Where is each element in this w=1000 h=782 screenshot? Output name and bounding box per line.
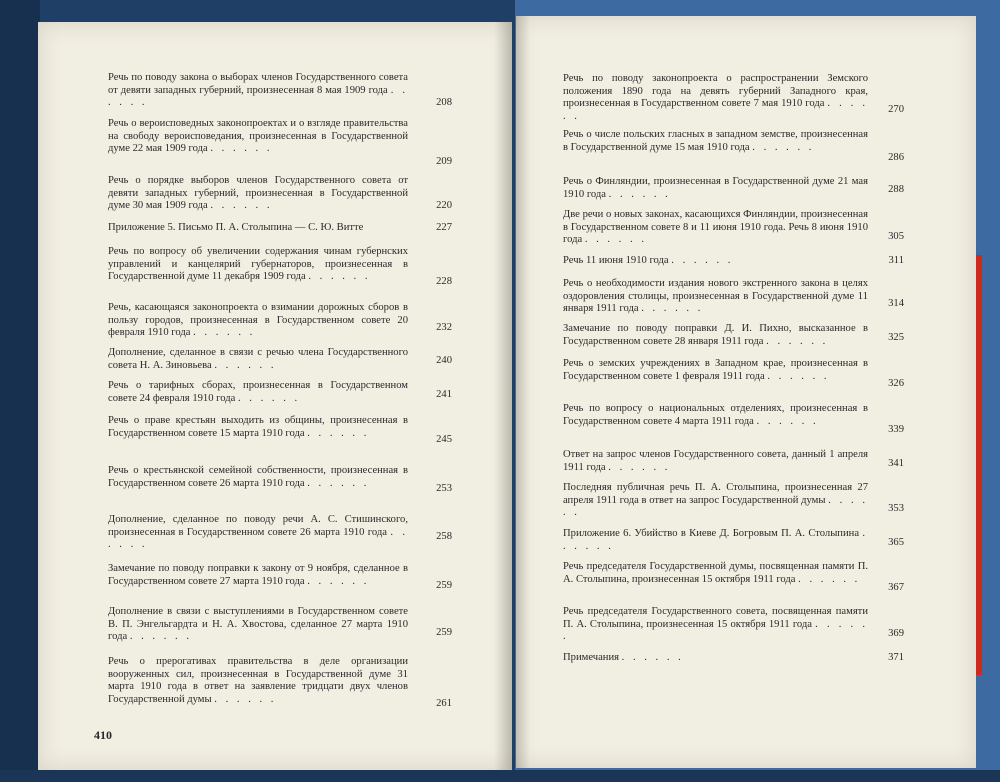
toc-page-number: 240 [436,355,452,366]
leader-dots: . . . . . . [766,335,829,347]
page-gutter-shadow [494,22,512,770]
toc-entry-title: Замечание по поводу поправки к закону от 9 ноября, сделанное в Государственном совете 27 марта 1910 года [108,563,408,587]
toc-entry [563,323,868,348]
toc-entry [108,656,408,706]
toc-entry [563,482,868,520]
toc-page-number: 365 [888,537,904,548]
toc-entry [563,129,868,154]
toc-page-number: 353 [888,503,904,514]
page-gutter-shadow [516,16,530,768]
toc-entry-title: Речь по вопросу о национальных отделениях, произнесенная в Государственном совете 4 марта 1911 года [563,403,868,427]
leader-dots: . . . . . . [108,84,409,109]
leader-dots: . . . . . . [563,528,868,552]
toc-page-number: 371 [888,652,904,663]
leader-dots: . . . . . . [608,188,671,200]
toc-entry [108,72,408,110]
toc-page-number: 227 [436,222,452,233]
toc-entry-title: Речь по вопросу об увеличении содержания чинам губернских управлений и канцелярий губернаторов, произнесенная в Государственной думе 11 декабря 1909 года [108,246,408,283]
toc-page-number: 341 [888,458,904,469]
leader-dots: . . . . . . [752,141,815,153]
toc-page-number: 209 [436,156,452,167]
toc-entry [108,380,408,405]
toc-page-number: 367 [888,582,904,593]
leader-dots: . . . . . . [210,200,273,212]
leader-dots: . . . . . . [307,477,370,489]
toc-entry [108,606,408,644]
toc-page-number: 208 [436,97,452,108]
toc-entry-title: Приложение 5. Письмо П. А. Столыпина — С. Ю. Витте [108,222,364,233]
toc-entry [563,449,868,474]
toc-entry-title: Речь о земских учреждениях в Западном крае, произнесенная в Государственном совете 1 февраля 1911 года [563,358,868,382]
leader-dots: . . . . . . [767,370,830,382]
leader-dots: . . . . . . [238,392,301,404]
toc-page-number: 314 [888,298,904,309]
toc-entry-title: Речь о прерогативах правительства в деле организации вооруженных сил, произнесенная в Государственной думе 31 марта 1910 года в ответ на заявление тридцати двух членов Государственной думы [108,656,408,705]
toc-entry [563,358,868,383]
toc-entry [563,403,868,428]
toc-entry [563,528,868,553]
toc-entry-title: Дополнение, сделанное по поводу речи А. С. Стишинского, произнесенная в Государственном совете 26 марта 1910 года [108,514,408,538]
toc-entry-title: Речь о Финляндии, произнесенная в Государственной думе 21 мая 1910 года [563,176,868,200]
toc-page-number: 220 [436,200,452,211]
toc-page-number: 288 [888,184,904,195]
toc-entry-title: Речь председателя Государственного совета, посвященная памяти П. А. Столыпина, произнесенная 15 октября 1911 года [563,606,868,630]
toc-entry [563,606,868,644]
toc-entry-title: Речь о порядке выборов членов Государственного совета от девяти западных губерний, произнесенная в Государственной думе 30 мая 1909 года [108,175,408,212]
toc-page-number: 228 [436,276,452,287]
leader-dots: . . . . . . [756,415,819,427]
toc-page-number: 245 [436,434,452,445]
toc-entry-title: Две речи о новых законах, касающихся Финляндии, произнесенная в Государственном совете 8 и 11 июня 1910 года. Речь 8 июня 1910 года [563,209,868,246]
leader-dots: . . . . . . [193,327,256,339]
toc-entry [108,222,408,235]
leader-dots: . . . . . . [214,359,277,371]
toc-entry [108,118,408,156]
toc-entry [108,246,408,284]
toc-entry [563,255,868,268]
toc-page-number: 326 [888,378,904,389]
toc-entry [108,415,408,440]
leader-dots: . . . . . . [621,652,684,663]
leader-dots: . . . . . . [129,631,192,643]
toc-entry-title: Приложение 6. Убийство в Киеве Д. Богровым П. А. Столыпина [563,528,860,539]
leader-dots: . . . . . . [798,573,861,585]
toc-page-number: 325 [888,332,904,343]
right-page [516,16,976,768]
toc-entry-title: Речь о крестьянской семейной собственности, произнесенная в Государственном совете 26 марта 1910 года [108,465,408,489]
toc-entry-title: Речь, касающаяся законопроекта о взимании дорожных сборов в пользу городов, произнесенная в Государственном совете 20 февраля 1910 года [108,302,408,339]
leader-dots: . . . . . . [563,618,868,643]
toc-entry-title: Последняя публичная речь П. А. Столыпина, произнесенная 27 апреля 1911 года в ответ на запрос Государственной думы [563,482,868,506]
leader-dots: . . . . . . [307,575,370,587]
leader-dots: . . . . . . [641,303,704,315]
toc-page-number: 311 [888,255,904,266]
toc-entry [108,302,408,340]
toc-entry-title: Речь о тарифных сборах, произнесенная в Государственном совете 24 февраля 1910 года [108,380,408,404]
leader-dots: . . . . . . [608,461,671,473]
toc-page-number: 259 [436,580,452,591]
toc-entry [563,176,868,201]
toc-entry [108,465,408,490]
toc-page-number: 259 [436,627,452,638]
toc-entry [563,73,868,123]
page-folio: 410 [94,728,112,742]
toc-entry [563,561,868,586]
toc-page-number: 241 [436,389,452,400]
toc-entry [108,175,408,213]
leader-dots: . . . . . . [214,693,277,705]
leader-dots: . . . . . . [108,526,408,551]
toc-page-number: 369 [888,628,904,639]
left-page [38,22,512,770]
toc-entry-title: Речь по поводу законопроекта о распространении Земского положения 1890 года на девять губерний Западного края, произнесенная в Государственном совете 7 мая 1910 года [563,73,868,110]
toc-page-number: 232 [436,322,452,333]
toc-entry [563,652,868,665]
toc-entry [108,347,408,372]
leader-dots: . . . . . . [210,143,273,155]
toc-entry-title: Речь о числе польских гласных в западном земстве, произнесенная в Государственной думе 15 мая 1910 года [563,129,868,153]
toc-page-number: 253 [436,483,452,494]
toc-entry-title: Дополнение, сделанное в связи с речью члена Государственного совета Н. А. Зиновьева [108,347,408,371]
toc-page-number: 261 [436,698,452,709]
toc-entry-title: Примечания [563,652,619,663]
toc-entry [108,563,408,588]
toc-page-number: 258 [436,531,452,542]
toc-page-number: 305 [888,231,904,242]
toc-entry-title: Ответ на запрос членов Государственного совета, данный 1 апреля 1911 года [563,449,868,473]
toc-page-number: 339 [888,424,904,435]
book-cover-bottom [0,770,1000,782]
toc-page-number: 270 [888,104,904,115]
leader-dots: . . . . . . [563,98,868,122]
leader-dots: . . . . . . [671,255,734,266]
toc-page-number: 286 [888,152,904,163]
toc-entry-title: Речь по поводу закона о выборах членов Государственного совета от девяти западных губерний, произнесенная 8 мая 1909 года [108,72,408,96]
toc-entry-title: Речь 11 июня 1910 года [563,255,669,266]
toc-entry-title: Речь о праве крестьян выходить из общины, произнесенная в Государственном совете 15 марта 1910 года [108,415,408,439]
leader-dots: . . . . . . [308,271,371,283]
toc-entry-title: Замечание по поводу поправки Д. И. Пихно, высказанное в Государственном совете 28 января 1911 года [563,323,868,347]
toc-entry-title: Речь о необходимости издания нового экстренного закона в целях оздоровления столицы, произнесенная в Государственной думе 11 января 1911 года [563,278,868,315]
leader-dots: . . . . . . [563,494,868,519]
leader-dots: . . . . . . [584,234,647,246]
book-cover-left [0,0,40,782]
leader-dots: . . . . . . [307,427,370,439]
toc-entry [108,514,408,552]
toc-entry [563,278,868,316]
toc-entry-title: Речь председателя Государственной думы, посвященная памяти П. А. Столыпина, произнесенная 15 октября 1911 года [563,561,868,585]
toc-entry-title: Речь о вероисповедных законопроектах и о взгляде правительства на свободу вероисповедания, произнесенная в Государственной думе 22 мая 1909 года [108,118,408,155]
toc-entry-title: Дополнение в связи с выступлениями в Государственном совете В. П. Энгельгардта и Н. А. Хвостова, сделанное 27 марта 1910 года [108,606,408,643]
toc-entry [563,209,868,247]
